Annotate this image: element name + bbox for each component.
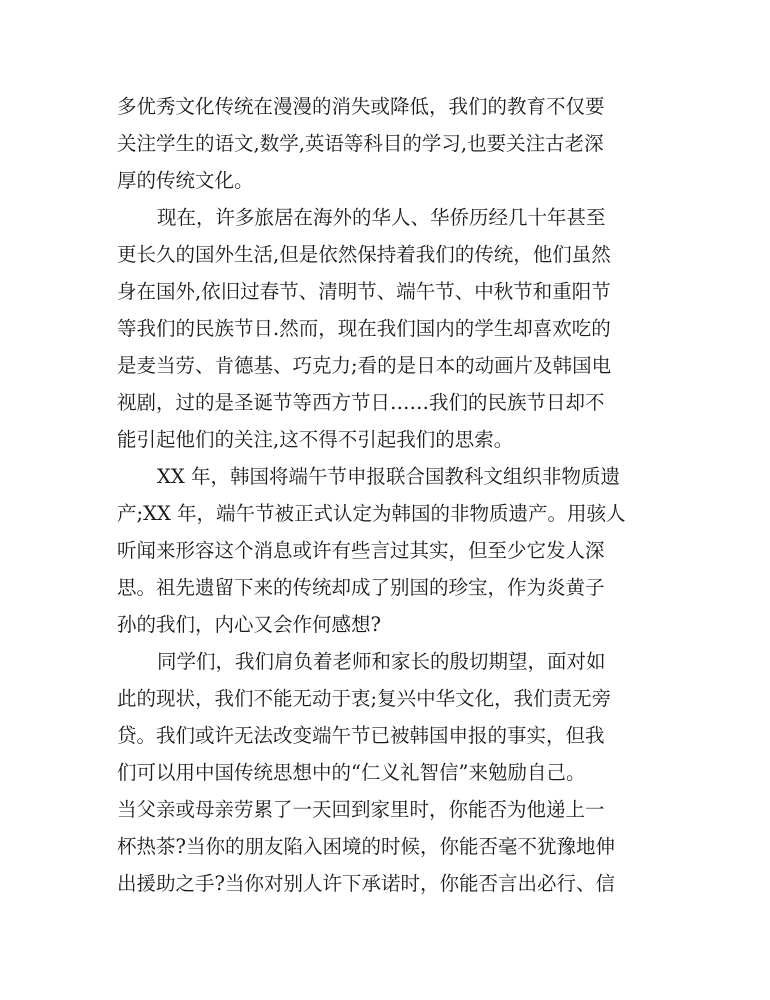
text-line: 此的现状，我们不能无动于衷;复兴中华文化，我们责无旁 (117, 687, 612, 710)
text-line: 杯热茶?当你的朋友陷入困境的时候，你能否毫不犹豫地伸 (117, 835, 615, 858)
text-line: 孙的我们，内心又会作何感想? (117, 613, 381, 636)
text-line: 能引起他们的关注,这不得不引起我们的思索。 (117, 428, 514, 451)
paragraph-first-line: 同学们，我们肩负着老师和家长的殷切期望，面对如 (157, 650, 606, 673)
paragraph-first-line: XX 年，韩国将端午节申报联合国教科文组织非物质遗 (157, 465, 620, 488)
text-line: 当父亲或母亲劳累了一天回到家里时，你能否为他递上一 (117, 798, 605, 821)
text-line: 多优秀文化传统在漫漫的消失或降低，我们的教育不仅要 (117, 95, 605, 118)
text-line: 等我们的民族节日.然而，现在我们国内的学生却喜欢吃的 (117, 317, 611, 340)
text-line: 身在国外,依旧过春节、清明节、端午节、中秋节和重阳节 (117, 280, 611, 303)
document-body-text (117, 88, 657, 902)
text-line: 更长久的国外生活,但是依然保持着我们的传统，他们虽然 (117, 243, 611, 266)
text-line: 出援助之手?当你对别人许下承诺时，你能否言出必行、信 (117, 872, 615, 895)
text-line: 关注学生的语文,数学,英语等科目的学习,也要关注古老深 (117, 132, 604, 155)
text-line: 贷。我们或许无法改变端午节已被韩国申报的事实，但我 (117, 724, 605, 747)
text-line: 听闻来形容这个消息或许有些言过其实，但至少它发人深 (117, 539, 605, 562)
text-line: 厚的传统文化。 (117, 169, 254, 192)
paragraph-first-line: 现在，许多旅居在海外的华人、华侨历经几十年甚至 (157, 206, 606, 229)
text-line: 们可以用中国传统思想中的“仁义礼智信”来勉励自己。 (117, 761, 586, 784)
text-line: 产;XX 年，端午节被正式认定为韩国的非物质遗产。用骇人 (117, 502, 626, 525)
text-line: 思。祖先遗留下来的传统却成了别国的珍宝，作为炎黄子 (117, 576, 605, 599)
text-line: 视剧，过的是圣诞节等西方节日……我们的民族节日却不 (117, 391, 605, 414)
text-line: 是麦当劳、肯德基、巧克力;看的是日本的动画片及韩国电 (117, 354, 612, 377)
